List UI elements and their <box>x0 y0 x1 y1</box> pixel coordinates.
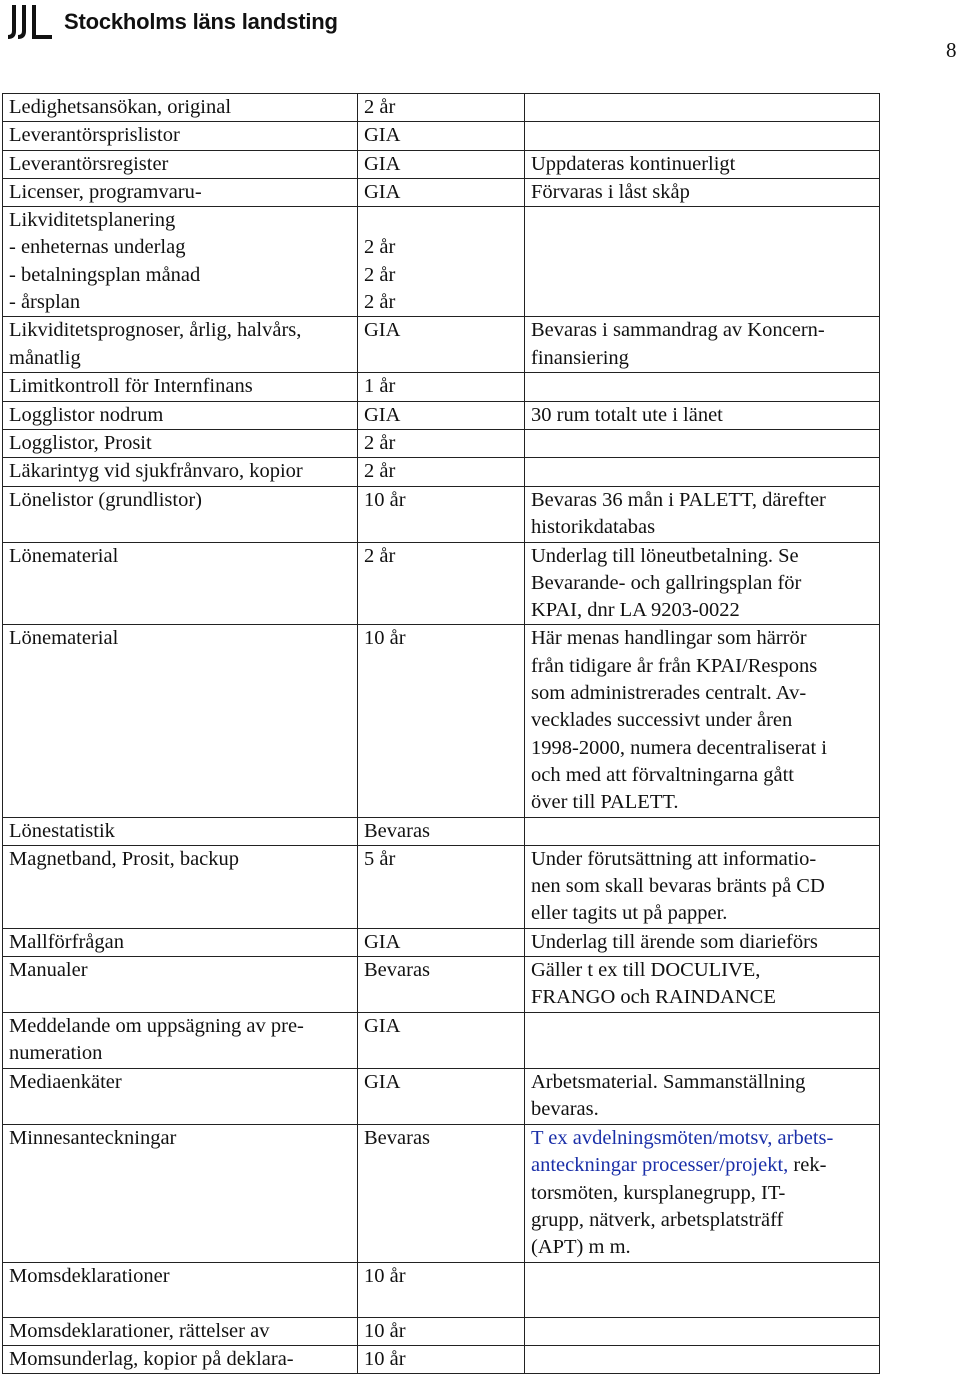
cell-line: GIA <box>364 1015 401 1038</box>
cell-line: Momsdeklarationer, rättelser av <box>9 1319 270 1342</box>
cell-text: (APT) m m. <box>531 1236 631 1259</box>
cell-line: månatlig <box>9 346 81 369</box>
cell-line: 10 år <box>364 1264 406 1287</box>
remarks-cell <box>525 122 880 150</box>
cell-line: 5 år <box>364 847 396 870</box>
retention-period-cell <box>358 429 525 457</box>
cell-line: Momsdeklarationer <box>9 1264 170 1287</box>
cell-line: Leverantörsprislistor <box>9 124 180 147</box>
table-row <box>3 625 880 817</box>
retention-period-cell <box>358 625 525 817</box>
record-type-cell <box>3 1262 358 1317</box>
table-row <box>3 817 880 845</box>
table-row <box>3 542 880 625</box>
cell-line: 30 rum totalt ute i länet <box>531 403 723 426</box>
cell-line: Förvaras i låst skåp <box>531 180 690 203</box>
cell-line: Underlag till löneutbetalning. Se <box>531 544 799 567</box>
remarks-cell <box>525 845 880 928</box>
remarks-cell <box>525 207 880 317</box>
cell-line: Minnesanteckningar <box>9 1127 177 1150</box>
cell-line: 1998-2000, numera decentraliserat i <box>531 736 827 759</box>
cell-line: Här menas handlingar som härrör <box>531 627 807 650</box>
retention-period-cell <box>358 542 525 625</box>
cell-line: Limitkontroll för Internfinans <box>9 375 253 398</box>
record-type-cell <box>3 957 358 1013</box>
cell-line: Lönematerial <box>9 627 119 650</box>
cell-line: GIA <box>364 403 401 426</box>
record-type-cell <box>3 429 358 457</box>
retention-period-cell <box>358 486 525 542</box>
cell-line: GIA <box>364 319 401 342</box>
cell-line: Mallförfrågan <box>9 930 124 953</box>
highlighted-text: anteckningar processer/projekt, <box>531 1154 789 1177</box>
cell-line: Underlag till ärende som diarieförs <box>531 930 818 953</box>
record-type-cell <box>3 845 358 928</box>
retention-period-cell <box>358 957 525 1013</box>
cell-line: Likviditetsplanering <box>9 209 176 232</box>
record-type-cell <box>3 817 358 845</box>
table-row <box>3 1345 880 1373</box>
cell-line: Bevaras <box>364 1127 431 1150</box>
cell-line: 2 år <box>364 236 396 259</box>
record-type-cell <box>3 1345 358 1373</box>
cell-line: Bevaras 36 mån i PALETT, därefter <box>531 488 826 511</box>
table-row <box>3 845 880 928</box>
retention-period-cell <box>358 178 525 206</box>
table-row <box>3 957 880 1013</box>
cell-line: FRANGO och RAINDANCE <box>531 986 776 1009</box>
table-row <box>3 1125 880 1262</box>
cell-line: Under förutsättning att informatio- <box>531 847 817 870</box>
remarks-cell <box>525 401 880 429</box>
cell-line: och med att förvaltningarna gått <box>531 763 794 786</box>
cell-line: - årsplan <box>9 291 81 314</box>
record-type-cell <box>3 1069 358 1125</box>
remarks-cell <box>525 317 880 373</box>
remarks-cell <box>525 429 880 457</box>
remarks-cell <box>525 458 880 486</box>
cell-line: numeration <box>9 1042 103 1065</box>
cell-line: eller tagits ut på papper. <box>531 902 728 925</box>
retention-period-cell <box>358 401 525 429</box>
record-type-cell <box>3 94 358 122</box>
cell-line: - betalningsplan månad <box>9 263 201 286</box>
cell-line: Likviditetsprognoser, årlig, halvårs, <box>9 319 302 342</box>
retention-period-cell <box>358 845 525 928</box>
remarks-cell <box>525 928 880 956</box>
cell-line: GIA <box>364 1071 401 1094</box>
cell-line: över till PALETT. <box>531 791 679 814</box>
cell-line <box>531 1180 873 1207</box>
cell-line: KPAI, dnr LA 9203-0022 <box>531 599 740 622</box>
table-row <box>3 1013 880 1069</box>
record-type-cell <box>3 150 358 178</box>
remarks-cell <box>525 1317 880 1345</box>
cell-line: GIA <box>364 124 401 147</box>
table-row <box>3 207 880 317</box>
remarks-cell <box>525 94 880 122</box>
retention-period-cell <box>358 1317 525 1345</box>
cell-line: Gäller t ex till DOCULIVE, <box>531 959 761 982</box>
remarks-cell <box>525 1125 880 1262</box>
retention-period-cell <box>358 94 525 122</box>
remarks-cell <box>525 150 880 178</box>
retention-period-cell <box>358 122 525 150</box>
cell-line: Ledighetsansökan, original <box>9 96 232 118</box>
cell-line: - enheternas underlag <box>9 236 186 259</box>
retention-period-cell <box>358 317 525 373</box>
cell-line: Licenser, programvaru- <box>9 180 202 203</box>
cell-line: GIA <box>364 930 401 953</box>
remarks-cell <box>525 957 880 1013</box>
cell-line: som administrerades centralt. Av- <box>531 682 807 705</box>
retention-period-cell <box>358 1069 525 1125</box>
sll-logo-icon <box>6 3 56 41</box>
remarks-cell <box>525 817 880 845</box>
table-row <box>3 94 880 122</box>
record-type-cell <box>3 458 358 486</box>
table-row <box>3 1317 880 1345</box>
cell-line: 10 år <box>364 488 406 511</box>
cell-line: Bevaras i sammandrag av Koncern- <box>531 319 825 342</box>
table-row <box>3 1069 880 1125</box>
record-type-cell <box>3 207 358 317</box>
cell-line: nen som skall bevaras bränts på CD <box>531 875 825 898</box>
cell-line: Mediaenkäter <box>9 1071 122 1094</box>
record-type-cell <box>3 1317 358 1345</box>
cell-line <box>531 1234 873 1261</box>
cell-line: 10 år <box>364 627 406 650</box>
cell-line <box>531 1207 873 1234</box>
org-name: Stockholms läns landsting <box>64 9 338 34</box>
table-row <box>3 486 880 542</box>
cell-line: Logglistor nodrum <box>9 403 164 426</box>
record-type-cell <box>3 401 358 429</box>
cell-line: Lönematerial <box>9 544 119 567</box>
cell-line: Läkarintyg vid sjukfrånvaro, kopior <box>9 460 303 483</box>
page-number: 8 <box>946 38 957 62</box>
table-row <box>3 458 880 486</box>
retention-period-cell <box>358 1345 525 1373</box>
table-row <box>3 1262 880 1317</box>
cell-line: 10 år <box>364 1347 406 1370</box>
cell-line: Lönestatistik <box>9 819 115 842</box>
cell-line: Leverantörsregister <box>9 152 169 175</box>
cell-line: 2 år <box>364 431 396 454</box>
cell-line: finansiering <box>531 346 629 369</box>
table-row <box>3 373 880 401</box>
remarks-cell <box>525 625 880 817</box>
remarks-cell <box>525 178 880 206</box>
table-row <box>3 178 880 206</box>
record-type-cell <box>3 122 358 150</box>
cell-line: Lönelistor (grundlistor) <box>9 488 203 511</box>
record-type-cell <box>3 486 358 542</box>
cell-line: Bevarande- och gallringsplan för <box>531 571 802 594</box>
cell-line: GIA <box>364 152 401 175</box>
remarks-cell <box>525 542 880 625</box>
cell-line: Meddelande om uppsägning av pre- <box>9 1015 304 1038</box>
organization-logo <box>6 2 338 42</box>
remarks-cell <box>525 1069 880 1125</box>
cell-line: Manualer <box>9 959 88 982</box>
cell-line: Arbetsmaterial. Sammanställning <box>531 1071 806 1094</box>
retention-period-cell <box>358 373 525 401</box>
record-type-cell <box>3 1125 358 1262</box>
retention-period-cell <box>358 817 525 845</box>
cell-line: 1 år <box>364 375 396 398</box>
cell-line: 2 år <box>364 291 396 314</box>
cell-line: historikdatabas <box>531 515 656 538</box>
cell-line: 10 år <box>364 1319 406 1342</box>
record-type-cell <box>3 928 358 956</box>
record-type-cell <box>3 317 358 373</box>
record-type-cell <box>3 1013 358 1069</box>
table-row <box>3 317 880 373</box>
cell-line: Bevaras <box>364 819 431 842</box>
cell-line: 2 år <box>364 460 396 483</box>
remarks-cell <box>525 1013 880 1069</box>
table-row <box>3 122 880 150</box>
remarks-cell <box>525 1262 880 1317</box>
cell-line: Uppdateras kontinuerligt <box>531 152 736 175</box>
cell-line: vecklades successivt under åren <box>531 709 793 732</box>
remarks-cell <box>525 1345 880 1373</box>
cell-line: Momsunderlag, kopior på deklara- <box>9 1347 294 1370</box>
retention-period-cell <box>358 928 525 956</box>
retention-period-cell <box>358 207 525 317</box>
cell-text: torsmöten, kursplanegrupp, IT- <box>531 1181 786 1204</box>
remarks-cell <box>525 373 880 401</box>
table-row <box>3 429 880 457</box>
table-row <box>3 150 880 178</box>
cell-line <box>531 1152 873 1179</box>
cell-line: bevaras. <box>531 1098 599 1121</box>
cell-text: rek- <box>788 1154 827 1177</box>
cell-line: Logglistor, Prosit <box>9 431 152 454</box>
cell-text: grupp, nätverk, arbetsplatsträff <box>531 1208 784 1231</box>
cell-line: Bevaras <box>364 959 431 982</box>
remarks-cell <box>525 486 880 542</box>
record-type-cell <box>3 178 358 206</box>
retention-period-cell <box>358 150 525 178</box>
cell-line: 2 år <box>364 263 396 286</box>
record-type-cell <box>3 542 358 625</box>
retention-period-cell <box>358 1262 525 1317</box>
cell-line: 2 år <box>364 96 396 118</box>
cell-line: Magnetband, Prosit, backup <box>9 847 240 870</box>
table-row <box>3 401 880 429</box>
cell-line <box>531 1125 873 1152</box>
retention-period-cell <box>358 1013 525 1069</box>
cell-line: från tidigare år från KPAI/Respons <box>531 654 818 677</box>
cell-line: 2 år <box>364 544 396 567</box>
retention-period-cell <box>358 458 525 486</box>
record-type-cell <box>3 373 358 401</box>
retention-period-cell <box>358 1125 525 1262</box>
cell-line <box>364 207 518 234</box>
cell-line: GIA <box>364 180 401 203</box>
retention-schedule-table <box>2 93 880 1374</box>
highlighted-text: T ex avdelningsmöten/motsv, arbets- <box>531 1127 834 1150</box>
table-row <box>3 928 880 956</box>
record-type-cell <box>3 625 358 817</box>
